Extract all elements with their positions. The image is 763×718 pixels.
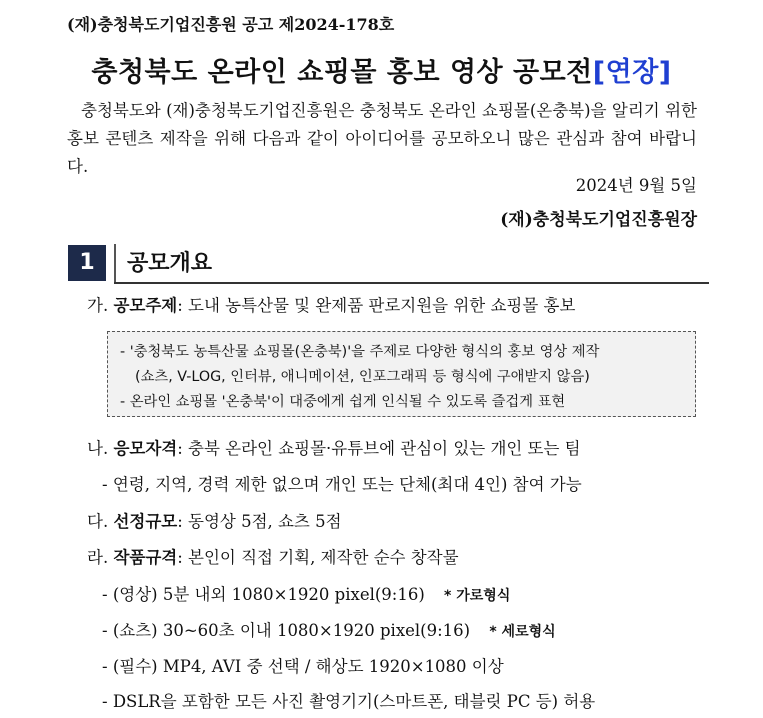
item-ra-sub-4: - DSLR을 포함한 모든 사진 촬영기기(스마트폰, 태블릿 PC 등) 허용 bbox=[102, 692, 596, 711]
item-text: : 충북 온라인 쇼핑몰·유튜브에 관심이 있는 개인 또는 팀 bbox=[177, 439, 581, 458]
section-divider bbox=[114, 244, 116, 282]
box-line-3: - 온라인 쇼핑몰 '온충북'이 대중에게 쉽게 인식될 수 있도록 즐겁게 표현 bbox=[120, 394, 566, 410]
item-da bbox=[87, 508, 342, 532]
item-text: : 동영상 5점, 쇼츠 5점 bbox=[177, 512, 342, 531]
item-label: 공모주제 bbox=[113, 296, 178, 315]
item-ra-sub-2 bbox=[102, 617, 556, 641]
title-extension: [연장] bbox=[592, 57, 672, 88]
topic-detail-box bbox=[107, 331, 696, 417]
item-ra-sub-3: - (필수) MP4, AVI 중 선택 / 해상도 1920×1080 이상 bbox=[102, 657, 504, 676]
item-prefix: 가. bbox=[87, 296, 109, 315]
item-label: 응모자격 bbox=[113, 439, 178, 458]
box-line-1: - '충청북도 농특산물 쇼핑몰(온충북)'을 주제로 다양한 형식의 홍보 영상 제작 bbox=[120, 344, 600, 360]
item-ra-sub-1 bbox=[102, 581, 510, 605]
spec-note: * 가로형식 bbox=[444, 588, 511, 604]
item-label: 선정규모 bbox=[113, 512, 178, 531]
notice-number: (재)충청북도기업진흥원 공고 제2024-178호 bbox=[67, 15, 395, 34]
section-underline bbox=[114, 282, 709, 284]
section-title: 공모개요 bbox=[127, 251, 213, 276]
title-main: 충청북도 온라인 쇼핑몰 홍보 영상 공모전 bbox=[91, 57, 593, 88]
spec-note: * 세로형식 bbox=[489, 624, 556, 640]
box-line-2: (쇼츠, V-LOG, 인터뷰, 애니메이션, 인포그래픽 등 형식에 구애받지 않음) bbox=[135, 369, 590, 385]
item-prefix: 나. bbox=[87, 439, 109, 458]
spec-text: - (쇼츠) 30~60초 이내 1080×1920 pixel(9:16) bbox=[102, 621, 471, 640]
item-text: : 도내 농특산물 및 완제품 판로지원을 위한 쇼핑몰 홍보 bbox=[177, 296, 576, 315]
item-ra bbox=[87, 544, 459, 568]
item-text: : 본인이 직접 기획, 제작한 순수 창작물 bbox=[177, 548, 459, 567]
item-prefix: 다. bbox=[87, 512, 109, 531]
page-title bbox=[0, 50, 763, 89]
item-ga bbox=[87, 292, 575, 316]
intro-paragraph: 충청북도와 (재)충청북도기업진흥원은 충청북도 온라인 쇼핑몰(온충북)을 알리기 위한 홍보 콘텐츠 제작을 위해 다음과 같이 아이디어를 공모하오니 많은 관심과 참여 바랍니다. bbox=[67, 101, 697, 176]
item-na-sub: - 연령, 지역, 경력 제한 없으며 개인 또는 단체(최대 4인) 참여 가능 bbox=[102, 475, 582, 494]
item-prefix: 라. bbox=[87, 548, 109, 567]
signature: (재)충청북도기업진흥원장 bbox=[500, 210, 697, 230]
announcement-date: 2024년 9월 5일 bbox=[575, 176, 697, 195]
section-number: 1 bbox=[68, 245, 106, 281]
item-na bbox=[87, 435, 581, 459]
spec-text: - (영상) 5분 내외 1080×1920 pixel(9:16) bbox=[102, 585, 425, 604]
item-label: 작품규격 bbox=[113, 548, 178, 567]
